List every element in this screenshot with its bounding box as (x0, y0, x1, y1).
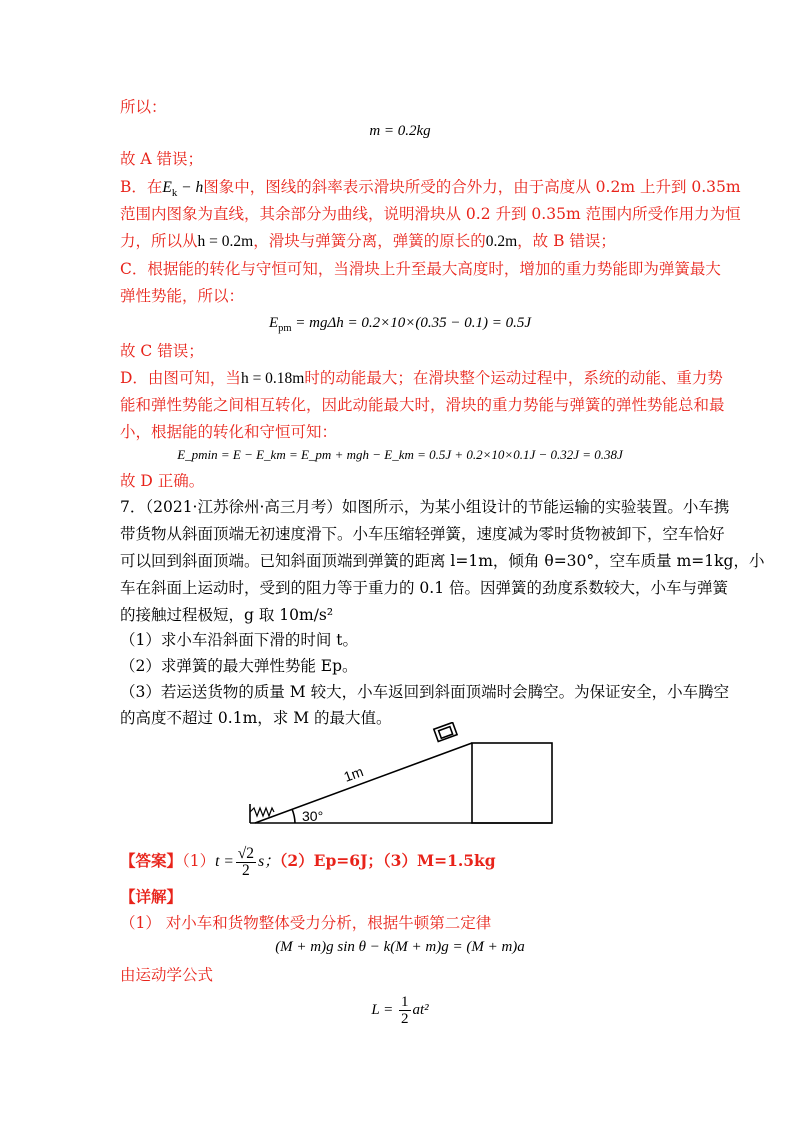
problem-text: 7．（2021·江苏徐州·高三月考）如图所示，为某小组设计的节能运输的实验装置。小车携 (120, 498, 730, 516)
text-segment: 图象中，图线的斜率表示滑块所受的合外力，由于高度从 0.2m 上升到 0.35m (203, 178, 741, 196)
text-line (120, 367, 723, 390)
text-line: 小，根据能的转化和守恒可知： (120, 423, 338, 441)
problem-text: 带货物从斜面顶端无初速度滑下。小车压缩轻弹簧，速度减为零时货物被卸下，空车恰好 (120, 525, 725, 543)
text-segment: 力，所以从 (120, 232, 198, 250)
text-line (120, 230, 616, 253)
question-2: （2）求弹簧的最大弹性势能 Ep。 (120, 657, 358, 675)
text-line: 所以： (120, 98, 167, 116)
math-symbol: E (268, 315, 279, 331)
text-segment: ，故 B 错误； (517, 232, 616, 250)
math-subscript: pm (278, 323, 292, 334)
text-segment: D．由图可知，当 (120, 369, 241, 387)
text-line: 范围内图象为直线，其余部分为曲线，说明滑块从 0.2 升到 0.35m 范围内所受作用力为恒 (120, 205, 741, 223)
problem-text: 的接触过程极短，g 取 10m/s² (120, 606, 334, 624)
answer-label: 【答案】 (120, 851, 183, 870)
text-segment: ，滑块与弹簧分离，弹簧的原长的 (253, 232, 486, 250)
equation-text: E_pmin = E − E_km = E_pm + mgh − E_km = 0.5J + 0.2×10×0.1J − 0.32J = 0.38J (177, 447, 623, 462)
question-1: （1）求小车沿斜面下滑的时间 t。 (120, 631, 359, 649)
math-inline: h = 0.18m (240, 370, 305, 387)
text-line-b (120, 176, 741, 204)
equation-newton (0, 936, 800, 958)
angle-arc (292, 809, 295, 823)
detail-heading: 【详解】 (120, 887, 183, 906)
math-symbol: at² (412, 1001, 429, 1018)
math-subscript: k (171, 187, 178, 200)
text-line: 弹性势能，所以： (120, 287, 245, 305)
cart-icon (434, 722, 457, 741)
equation-epmin (0, 444, 800, 466)
text-segment: （2）Ep=6J；（3）M=1.5kg (279, 851, 496, 870)
fraction-denominator: 2 (401, 1011, 409, 1027)
fraction-denominator: 2 (242, 861, 250, 879)
angle-label: 30° (302, 808, 324, 824)
equation-text: m = 0.2kg (369, 123, 431, 139)
math-inline (215, 844, 280, 879)
math-unit: s； (258, 853, 280, 870)
text-line: 故 A 错误； (120, 150, 204, 168)
text-line: 由运动学公式 (120, 966, 214, 984)
fraction-numerator: √2 (237, 844, 255, 862)
equation-text: = mgΔh = 0.2×10×(0.35 − 0.1) = 0.5J (291, 315, 532, 331)
math-inline: h = 0.2m (197, 233, 254, 250)
answer-line (120, 845, 496, 879)
math-symbol: − h (177, 179, 204, 196)
text-line: 故 C 错误； (120, 342, 204, 360)
fraction-numerator: 1 (401, 994, 409, 1010)
fraction (236, 846, 256, 879)
math-symbol: L = (371, 1001, 394, 1018)
math-ek (162, 179, 204, 200)
text-line: 能和弹性势能之间相互转化，因此动能最大时，滑块的重力势能与弹簧的弹性势能总和最 (120, 396, 725, 414)
text-segment: 时的动能最大；在滑块整个运动过程中，系统的动能、重力势 (304, 369, 723, 387)
platform-block (472, 743, 552, 823)
math-symbol: E (162, 179, 172, 196)
spring-icon (250, 808, 274, 816)
equation-epm (0, 312, 800, 340)
incline-figure (240, 722, 570, 832)
text-segment: B．在 (120, 178, 163, 196)
equation-mass (0, 120, 800, 142)
question-3-cont: 的高度不超过 0.1m，求 M 的最大值。 (120, 709, 392, 727)
math-symbol: t = (215, 853, 234, 870)
text-line: （1） 对小车和货物整体受力分析，根据牛顿第二定律 (120, 914, 492, 932)
text-line: C．根据能的转化与守恒可知，当滑块上升至最大高度时，增加的重力势能即为弹簧最大 (120, 260, 721, 278)
fraction (399, 994, 411, 1027)
problem-text: 可以回到斜面顶端。已知斜面顶端到弹簧的距离 l=1m，倾角 θ=30°，空车质量 m=1kg，小 (120, 552, 765, 570)
question-3: （3）若运送货物的质量 M 较大，小车返回到斜面顶端时会腾空。为保证安全，小车腾空 (120, 683, 730, 701)
text-segment: （1） (182, 852, 216, 870)
math-inline: 0.2m (485, 233, 518, 250)
incline-line (255, 743, 472, 823)
problem-text: 车在斜面上运动时，受到的阻力等于重力的 0.1 倍。因弹簧的劲度系数较大，小车与弹簧 (120, 579, 729, 597)
text-line: 故 D 正确。 (120, 472, 205, 490)
equation-text: (M + m)g sin θ − k(M + m)g = (M + m)a (275, 939, 525, 955)
equation-kinematics (0, 994, 800, 1027)
length-label: 1m (341, 763, 366, 785)
